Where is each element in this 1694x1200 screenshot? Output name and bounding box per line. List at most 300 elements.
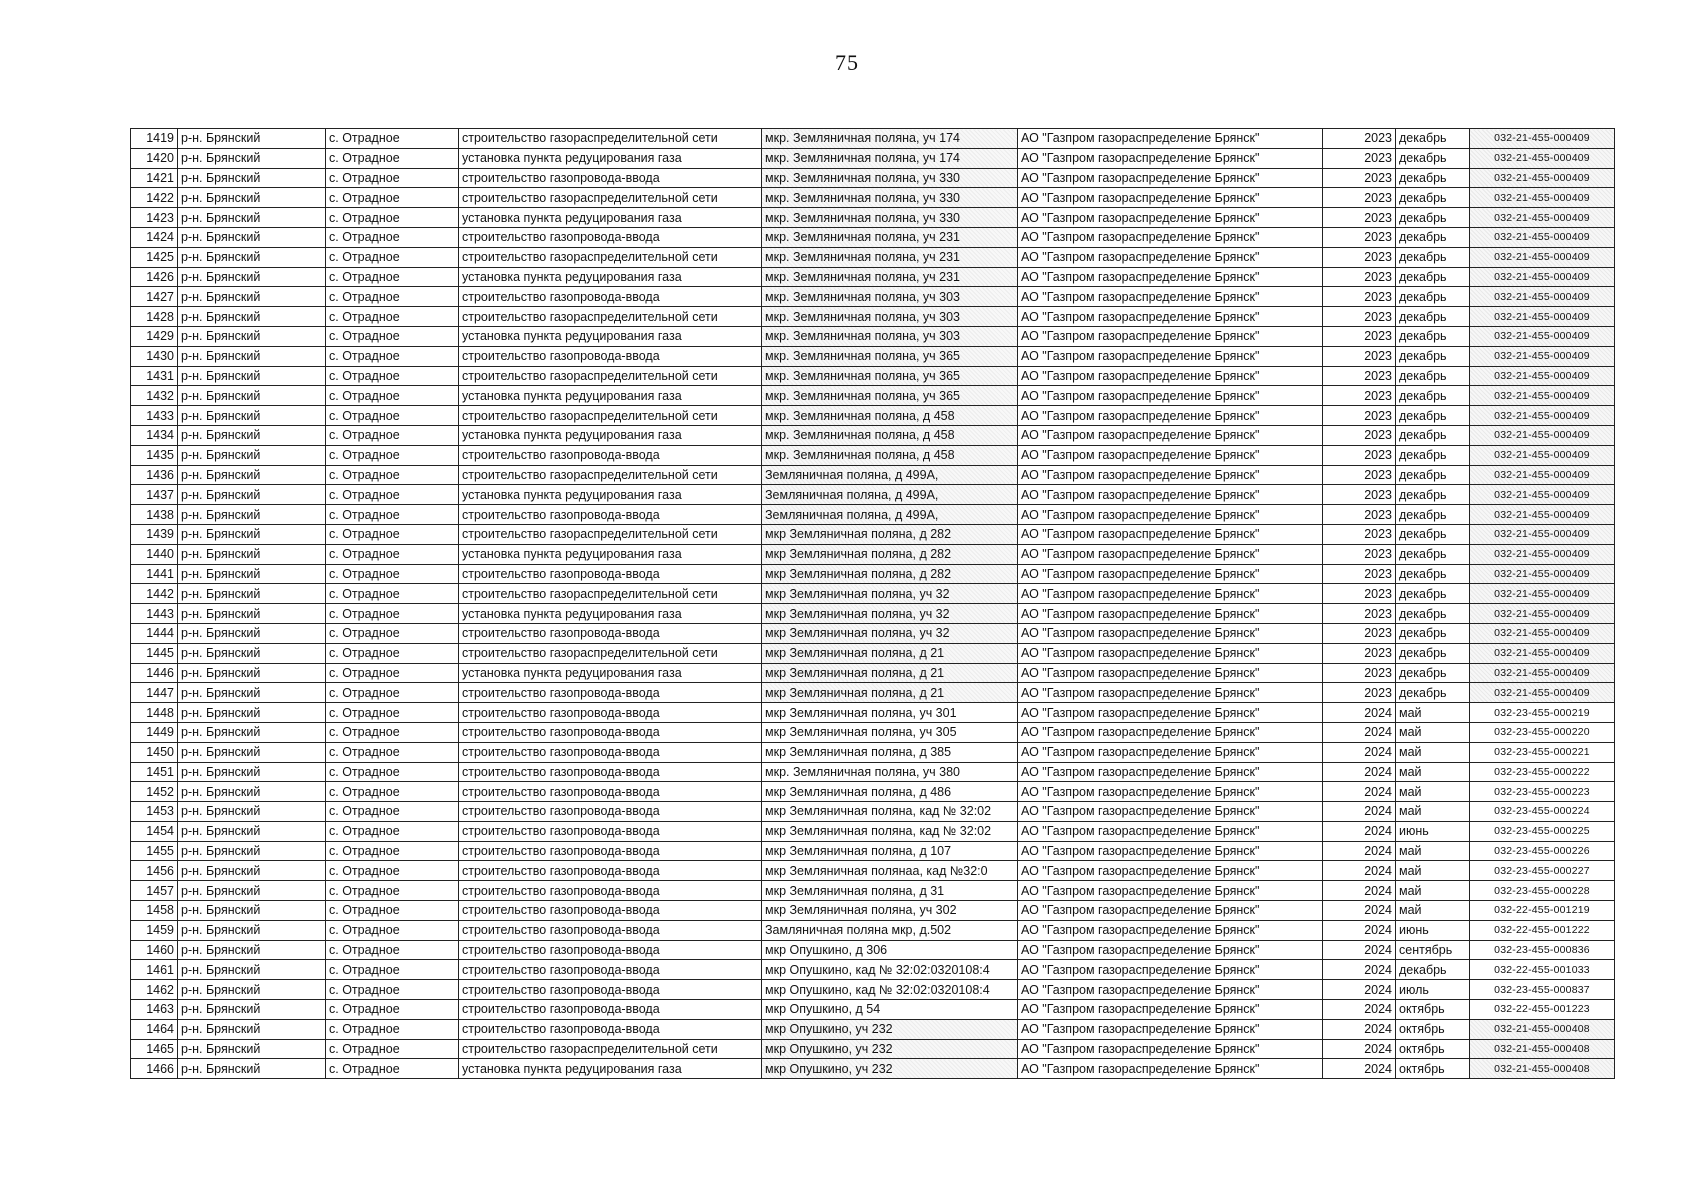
- table-row: [131, 307, 1615, 327]
- year-cell: 2024: [1323, 1059, 1396, 1079]
- settlement-cell: с. Отрадное: [326, 386, 459, 406]
- table-row: [131, 782, 1615, 802]
- address-cell: мкр. Земляничная поляна, уч 365: [762, 346, 1018, 366]
- table-row: [131, 861, 1615, 881]
- code-cell: 032-23-455-000224: [1470, 802, 1615, 822]
- code-cell: 032-21-455-000409: [1470, 208, 1615, 228]
- row-number-cell: 1450: [131, 742, 178, 762]
- organization-cell: АО "Газпром газораспределение Брянск": [1018, 980, 1323, 1000]
- work-type-cell: строительство газораспределительной сети: [459, 188, 762, 208]
- work-type-cell: строительство газопровода-ввода: [459, 821, 762, 841]
- row-number-cell: 1464: [131, 1019, 178, 1039]
- code-cell: 032-21-455-000409: [1470, 445, 1615, 465]
- month-cell: декабрь: [1396, 366, 1470, 386]
- table-body: [131, 129, 1615, 1079]
- code-cell: 032-23-455-000223: [1470, 782, 1615, 802]
- table-row: [131, 188, 1615, 208]
- organization-cell: АО "Газпром газораспределение Брянск": [1018, 940, 1323, 960]
- address-cell: мкр. Земляничная поляна, уч 303: [762, 287, 1018, 307]
- month-cell: декабрь: [1396, 445, 1470, 465]
- district-cell: р-н. Брянский: [178, 821, 326, 841]
- work-type-cell: установка пункта редуцирования газа: [459, 326, 762, 346]
- district-cell: р-н. Брянский: [178, 287, 326, 307]
- organization-cell: АО "Газпром газораспределение Брянск": [1018, 663, 1323, 683]
- table-row: [131, 148, 1615, 168]
- year-cell: 2023: [1323, 663, 1396, 683]
- row-number-cell: 1435: [131, 445, 178, 465]
- row-number-cell: 1446: [131, 663, 178, 683]
- address-cell: мкр. Земляничная поляна, уч 330: [762, 188, 1018, 208]
- work-type-cell: строительство газопровода-ввода: [459, 168, 762, 188]
- organization-cell: АО "Газпром газораспределение Брянск": [1018, 1000, 1323, 1020]
- address-cell: мкр Земляничная поляна, кад № 32:02: [762, 802, 1018, 822]
- address-cell: мкр. Земляничная поляна, уч 174: [762, 148, 1018, 168]
- row-number-cell: 1465: [131, 1039, 178, 1059]
- work-type-cell: строительство газопровода-ввода: [459, 742, 762, 762]
- settlement-cell: с. Отрадное: [326, 326, 459, 346]
- year-cell: 2023: [1323, 425, 1396, 445]
- year-cell: 2023: [1323, 683, 1396, 703]
- table-row: [131, 425, 1615, 445]
- year-cell: 2024: [1323, 821, 1396, 841]
- year-cell: 2023: [1323, 406, 1396, 426]
- address-cell: мкр Опушкино, кад № 32:02:0320108:4: [762, 960, 1018, 980]
- organization-cell: АО "Газпром газораспределение Брянск": [1018, 505, 1323, 525]
- code-cell: 032-21-455-000409: [1470, 663, 1615, 683]
- table-row: [131, 940, 1615, 960]
- organization-cell: АО "Газпром газораспределение Брянск": [1018, 683, 1323, 703]
- district-cell: р-н. Брянский: [178, 168, 326, 188]
- year-cell: 2024: [1323, 1019, 1396, 1039]
- work-type-cell: строительство газораспределительной сети: [459, 1039, 762, 1059]
- settlement-cell: с. Отрадное: [326, 425, 459, 445]
- table-row: [131, 881, 1615, 901]
- code-cell: 032-23-455-000222: [1470, 762, 1615, 782]
- row-number-cell: 1441: [131, 564, 178, 584]
- district-cell: р-н. Брянский: [178, 564, 326, 584]
- district-cell: р-н. Брянский: [178, 940, 326, 960]
- month-cell: май: [1396, 703, 1470, 723]
- row-number-cell: 1455: [131, 841, 178, 861]
- row-number-cell: 1422: [131, 188, 178, 208]
- year-cell: 2024: [1323, 703, 1396, 723]
- table-row: [131, 584, 1615, 604]
- settlement-cell: с. Отрадное: [326, 129, 459, 149]
- organization-cell: АО "Газпром газораспределение Брянск": [1018, 960, 1323, 980]
- address-cell: Замляничная поляна мкр, д.502: [762, 920, 1018, 940]
- code-cell: 032-22-455-001219: [1470, 901, 1615, 921]
- code-cell: 032-21-455-000409: [1470, 386, 1615, 406]
- row-number-cell: 1423: [131, 208, 178, 228]
- work-type-cell: строительство газопровода-ввода: [459, 881, 762, 901]
- row-number-cell: 1454: [131, 821, 178, 841]
- code-cell: 032-21-455-000409: [1470, 643, 1615, 663]
- organization-cell: АО "Газпром газораспределение Брянск": [1018, 742, 1323, 762]
- organization-cell: АО "Газпром газораспределение Брянск": [1018, 643, 1323, 663]
- code-cell: 032-21-455-000409: [1470, 544, 1615, 564]
- table-row: [131, 703, 1615, 723]
- year-cell: 2023: [1323, 227, 1396, 247]
- code-cell: 032-21-455-000409: [1470, 425, 1615, 445]
- settlement-cell: с. Отрадное: [326, 782, 459, 802]
- code-cell: 032-21-455-000409: [1470, 129, 1615, 149]
- gasification-schedule-table: [130, 128, 1615, 1079]
- code-cell: 032-23-455-000228: [1470, 881, 1615, 901]
- code-cell: 032-23-455-000219: [1470, 703, 1615, 723]
- settlement-cell: с. Отрадное: [326, 960, 459, 980]
- district-cell: р-н. Брянский: [178, 1059, 326, 1079]
- table-row: [131, 465, 1615, 485]
- code-cell: 032-21-455-000409: [1470, 564, 1615, 584]
- organization-cell: АО "Газпром газораспределение Брянск": [1018, 703, 1323, 723]
- table-row: [131, 960, 1615, 980]
- address-cell: мкр. Земляничная поляна, уч 365: [762, 366, 1018, 386]
- month-cell: май: [1396, 762, 1470, 782]
- row-number-cell: 1462: [131, 980, 178, 1000]
- table-row: [131, 920, 1615, 940]
- organization-cell: АО "Газпром газораспределение Брянск": [1018, 148, 1323, 168]
- district-cell: р-н. Брянский: [178, 802, 326, 822]
- settlement-cell: с. Отрадное: [326, 584, 459, 604]
- code-cell: 032-21-455-000409: [1470, 505, 1615, 525]
- table-row: [131, 129, 1615, 149]
- settlement-cell: с. Отрадное: [326, 762, 459, 782]
- organization-cell: АО "Газпром газораспределение Брянск": [1018, 425, 1323, 445]
- address-cell: мкр Земляничная поляна, д 282: [762, 524, 1018, 544]
- district-cell: р-н. Брянский: [178, 920, 326, 940]
- district-cell: р-н. Брянский: [178, 267, 326, 287]
- table-row: [131, 326, 1615, 346]
- work-type-cell: строительство газопровода-ввода: [459, 920, 762, 940]
- year-cell: 2024: [1323, 960, 1396, 980]
- code-cell: 032-22-455-001033: [1470, 960, 1615, 980]
- year-cell: 2023: [1323, 366, 1396, 386]
- work-type-cell: установка пункта редуцирования газа: [459, 208, 762, 228]
- row-number-cell: 1461: [131, 960, 178, 980]
- month-cell: май: [1396, 861, 1470, 881]
- code-cell: 032-23-455-000837: [1470, 980, 1615, 1000]
- settlement-cell: с. Отрадное: [326, 742, 459, 762]
- organization-cell: АО "Газпром газораспределение Брянск": [1018, 901, 1323, 921]
- organization-cell: АО "Газпром газораспределение Брянск": [1018, 762, 1323, 782]
- settlement-cell: с. Отрадное: [326, 208, 459, 228]
- code-cell: 032-21-455-000409: [1470, 188, 1615, 208]
- settlement-cell: с. Отрадное: [326, 683, 459, 703]
- settlement-cell: с. Отрадное: [326, 722, 459, 742]
- row-number-cell: 1439: [131, 524, 178, 544]
- organization-cell: АО "Газпром газораспределение Брянск": [1018, 623, 1323, 643]
- settlement-cell: с. Отрадное: [326, 980, 459, 1000]
- code-cell: 032-21-455-000409: [1470, 307, 1615, 327]
- district-cell: р-н. Брянский: [178, 386, 326, 406]
- organization-cell: АО "Газпром газораспределение Брянск": [1018, 584, 1323, 604]
- table-row: [131, 227, 1615, 247]
- table-row: [131, 505, 1615, 525]
- address-cell: Земляничная поляна, д 499А,: [762, 505, 1018, 525]
- work-type-cell: строительство газопровода-ввода: [459, 227, 762, 247]
- year-cell: 2024: [1323, 1000, 1396, 1020]
- organization-cell: АО "Газпром газораспределение Брянск": [1018, 1059, 1323, 1079]
- district-cell: р-н. Брянский: [178, 663, 326, 683]
- code-cell: 032-21-455-000409: [1470, 683, 1615, 703]
- table-row: [131, 1019, 1615, 1039]
- row-number-cell: 1434: [131, 425, 178, 445]
- settlement-cell: с. Отрадное: [326, 663, 459, 683]
- address-cell: мкр Земляничная поляна, д 282: [762, 564, 1018, 584]
- year-cell: 2023: [1323, 129, 1396, 149]
- work-type-cell: строительство газораспределительной сети: [459, 406, 762, 426]
- year-cell: 2024: [1323, 802, 1396, 822]
- address-cell: мкр Земляничная поляна, д 21: [762, 683, 1018, 703]
- address-cell: мкр Земляничная поляна, д 31: [762, 881, 1018, 901]
- work-type-cell: строительство газопровода-ввода: [459, 861, 762, 881]
- district-cell: р-н. Брянский: [178, 762, 326, 782]
- table-row: [131, 762, 1615, 782]
- organization-cell: АО "Газпром газораспределение Брянск": [1018, 406, 1323, 426]
- organization-cell: АО "Газпром газораспределение Брянск": [1018, 782, 1323, 802]
- month-cell: июнь: [1396, 821, 1470, 841]
- address-cell: мкр Земляничная поляна, уч 302: [762, 901, 1018, 921]
- district-cell: р-н. Брянский: [178, 1000, 326, 1020]
- address-cell: мкр Опушкино, д 306: [762, 940, 1018, 960]
- code-cell: 032-21-455-000409: [1470, 227, 1615, 247]
- organization-cell: АО "Газпром газораспределение Брянск": [1018, 465, 1323, 485]
- month-cell: декабрь: [1396, 425, 1470, 445]
- district-cell: р-н. Брянский: [178, 901, 326, 921]
- work-type-cell: строительство газораспределительной сети: [459, 307, 762, 327]
- work-type-cell: установка пункта редуцирования газа: [459, 544, 762, 564]
- table-row: [131, 901, 1615, 921]
- settlement-cell: с. Отрадное: [326, 623, 459, 643]
- year-cell: 2023: [1323, 623, 1396, 643]
- year-cell: 2024: [1323, 1039, 1396, 1059]
- work-type-cell: строительство газопровода-ввода: [459, 1019, 762, 1039]
- work-type-cell: строительство газопровода-ввода: [459, 940, 762, 960]
- work-type-cell: строительство газопровода-ввода: [459, 683, 762, 703]
- address-cell: мкр Земляничная поляна, д 21: [762, 663, 1018, 683]
- row-number-cell: 1443: [131, 604, 178, 624]
- year-cell: 2023: [1323, 326, 1396, 346]
- code-cell: 032-22-455-001222: [1470, 920, 1615, 940]
- month-cell: декабрь: [1396, 524, 1470, 544]
- table-row: [131, 366, 1615, 386]
- organization-cell: АО "Газпром газораспределение Брянск": [1018, 544, 1323, 564]
- work-type-cell: строительство газопровода-ввода: [459, 762, 762, 782]
- year-cell: 2023: [1323, 267, 1396, 287]
- year-cell: 2023: [1323, 485, 1396, 505]
- settlement-cell: с. Отрадное: [326, 524, 459, 544]
- month-cell: декабрь: [1396, 227, 1470, 247]
- row-number-cell: 1452: [131, 782, 178, 802]
- row-number-cell: 1426: [131, 267, 178, 287]
- table-row: [131, 485, 1615, 505]
- month-cell: декабрь: [1396, 485, 1470, 505]
- table-row: [131, 168, 1615, 188]
- table-row: [131, 742, 1615, 762]
- month-cell: май: [1396, 881, 1470, 901]
- organization-cell: АО "Газпром газораспределение Брянск": [1018, 920, 1323, 940]
- work-type-cell: строительство газопровода-ввода: [459, 505, 762, 525]
- year-cell: 2024: [1323, 920, 1396, 940]
- address-cell: Земляничная поляна, д 499А,: [762, 465, 1018, 485]
- organization-cell: АО "Газпром газораспределение Брянск": [1018, 307, 1323, 327]
- year-cell: 2024: [1323, 722, 1396, 742]
- row-number-cell: 1438: [131, 505, 178, 525]
- table-row: [131, 287, 1615, 307]
- row-number-cell: 1419: [131, 129, 178, 149]
- code-cell: 032-21-455-000409: [1470, 584, 1615, 604]
- table-row: [131, 386, 1615, 406]
- address-cell: мкр Земляничная поляна, уч 32: [762, 604, 1018, 624]
- address-cell: мкр. Земляничная поляна, д 458: [762, 445, 1018, 465]
- month-cell: декабрь: [1396, 465, 1470, 485]
- row-number-cell: 1440: [131, 544, 178, 564]
- settlement-cell: с. Отрадное: [326, 703, 459, 723]
- table-row: [131, 841, 1615, 861]
- month-cell: май: [1396, 742, 1470, 762]
- work-type-cell: строительство газопровода-ввода: [459, 287, 762, 307]
- code-cell: 032-21-455-000409: [1470, 168, 1615, 188]
- work-type-cell: строительство газопровода-ввода: [459, 782, 762, 802]
- month-cell: декабрь: [1396, 683, 1470, 703]
- address-cell: мкр Земляничная поляна, д 486: [762, 782, 1018, 802]
- month-cell: сентябрь: [1396, 940, 1470, 960]
- month-cell: декабрь: [1396, 623, 1470, 643]
- table-row: [131, 722, 1615, 742]
- work-type-cell: строительство газопровода-ввода: [459, 960, 762, 980]
- work-type-cell: строительство газопровода-ввода: [459, 722, 762, 742]
- row-number-cell: 1433: [131, 406, 178, 426]
- district-cell: р-н. Брянский: [178, 366, 326, 386]
- table-row: [131, 247, 1615, 267]
- table-row: [131, 544, 1615, 564]
- work-type-cell: установка пункта редуцирования газа: [459, 148, 762, 168]
- address-cell: мкр Земляничная поляна, уч 32: [762, 584, 1018, 604]
- district-cell: р-н. Брянский: [178, 227, 326, 247]
- row-number-cell: 1437: [131, 485, 178, 505]
- table-row: [131, 821, 1615, 841]
- year-cell: 2023: [1323, 188, 1396, 208]
- year-cell: 2023: [1323, 386, 1396, 406]
- table-row: [131, 564, 1615, 584]
- row-number-cell: 1442: [131, 584, 178, 604]
- code-cell: 032-23-455-000221: [1470, 742, 1615, 762]
- code-cell: 032-21-455-000409: [1470, 465, 1615, 485]
- organization-cell: АО "Газпром газораспределение Брянск": [1018, 386, 1323, 406]
- settlement-cell: с. Отрадное: [326, 802, 459, 822]
- settlement-cell: с. Отрадное: [326, 643, 459, 663]
- address-cell: мкр. Земляничная поляна, уч 303: [762, 326, 1018, 346]
- table-row: [131, 802, 1615, 822]
- month-cell: декабрь: [1396, 406, 1470, 426]
- work-type-cell: строительство газопровода-ввода: [459, 1000, 762, 1020]
- code-cell: 032-21-455-000408: [1470, 1019, 1615, 1039]
- month-cell: декабрь: [1396, 544, 1470, 564]
- work-type-cell: строительство газопровода-ввода: [459, 802, 762, 822]
- district-cell: р-н. Брянский: [178, 604, 326, 624]
- month-cell: декабрь: [1396, 326, 1470, 346]
- code-cell: 032-23-455-000225: [1470, 821, 1615, 841]
- work-type-cell: установка пункта редуцирования газа: [459, 386, 762, 406]
- address-cell: мкр. Земляничная поляна, уч 174: [762, 129, 1018, 149]
- district-cell: р-н. Брянский: [178, 980, 326, 1000]
- code-cell: 032-21-455-000409: [1470, 247, 1615, 267]
- table-row: [131, 524, 1615, 544]
- table-row: [131, 406, 1615, 426]
- address-cell: мкр. Земляничная поляна, уч 365: [762, 386, 1018, 406]
- work-type-cell: строительство газораспределительной сети: [459, 465, 762, 485]
- settlement-cell: с. Отрадное: [326, 287, 459, 307]
- page-number: 75: [835, 50, 859, 75]
- address-cell: мкр Земляничная поляна, уч 32: [762, 623, 1018, 643]
- row-number-cell: 1466: [131, 1059, 178, 1079]
- district-cell: р-н. Брянский: [178, 1019, 326, 1039]
- code-cell: 032-23-455-000226: [1470, 841, 1615, 861]
- row-number-cell: 1428: [131, 307, 178, 327]
- table-row: [131, 445, 1615, 465]
- month-cell: декабрь: [1396, 208, 1470, 228]
- settlement-cell: с. Отрадное: [326, 861, 459, 881]
- district-cell: р-н. Брянский: [178, 861, 326, 881]
- organization-cell: АО "Газпром газораспределение Брянск": [1018, 881, 1323, 901]
- month-cell: декабрь: [1396, 307, 1470, 327]
- year-cell: 2023: [1323, 168, 1396, 188]
- organization-cell: АО "Газпром газораспределение Брянск": [1018, 722, 1323, 742]
- work-type-cell: строительство газопровода-ввода: [459, 623, 762, 643]
- district-cell: р-н. Брянский: [178, 485, 326, 505]
- settlement-cell: с. Отрадное: [326, 505, 459, 525]
- settlement-cell: с. Отрадное: [326, 1039, 459, 1059]
- settlement-cell: с. Отрадное: [326, 267, 459, 287]
- work-type-cell: строительство газопровода-ввода: [459, 703, 762, 723]
- settlement-cell: с. Отрадное: [326, 821, 459, 841]
- row-number-cell: 1420: [131, 148, 178, 168]
- row-number-cell: 1447: [131, 683, 178, 703]
- district-cell: р-н. Брянский: [178, 722, 326, 742]
- year-cell: 2024: [1323, 742, 1396, 762]
- row-number-cell: 1456: [131, 861, 178, 881]
- month-cell: октябрь: [1396, 1059, 1470, 1079]
- row-number-cell: 1451: [131, 762, 178, 782]
- month-cell: декабрь: [1396, 287, 1470, 307]
- code-cell: 032-21-455-000409: [1470, 623, 1615, 643]
- month-cell: октябрь: [1396, 1019, 1470, 1039]
- month-cell: декабрь: [1396, 267, 1470, 287]
- year-cell: 2024: [1323, 901, 1396, 921]
- row-number-cell: 1458: [131, 901, 178, 921]
- address-cell: мкр Земляничная полянаа, кад №32:0: [762, 861, 1018, 881]
- year-cell: 2023: [1323, 544, 1396, 564]
- row-number-cell: 1427: [131, 287, 178, 307]
- address-cell: мкр Опушкино, уч 232: [762, 1039, 1018, 1059]
- year-cell: 2024: [1323, 841, 1396, 861]
- month-cell: май: [1396, 722, 1470, 742]
- settlement-cell: с. Отрадное: [326, 366, 459, 386]
- row-number-cell: 1436: [131, 465, 178, 485]
- address-cell: мкр Опушкино, д 54: [762, 1000, 1018, 1020]
- address-cell: мкр Опушкино, уч 232: [762, 1019, 1018, 1039]
- row-number-cell: 1445: [131, 643, 178, 663]
- organization-cell: АО "Газпром газораспределение Брянск": [1018, 1039, 1323, 1059]
- address-cell: мкр Земляничная поляна, уч 305: [762, 722, 1018, 742]
- work-type-cell: установка пункта редуцирования газа: [459, 425, 762, 445]
- district-cell: р-н. Брянский: [178, 406, 326, 426]
- address-cell: мкр Опушкино, уч 232: [762, 1059, 1018, 1079]
- work-type-cell: строительство газораспределительной сети: [459, 247, 762, 267]
- table-row: [131, 346, 1615, 366]
- month-cell: декабрь: [1396, 960, 1470, 980]
- district-cell: р-н. Брянский: [178, 742, 326, 762]
